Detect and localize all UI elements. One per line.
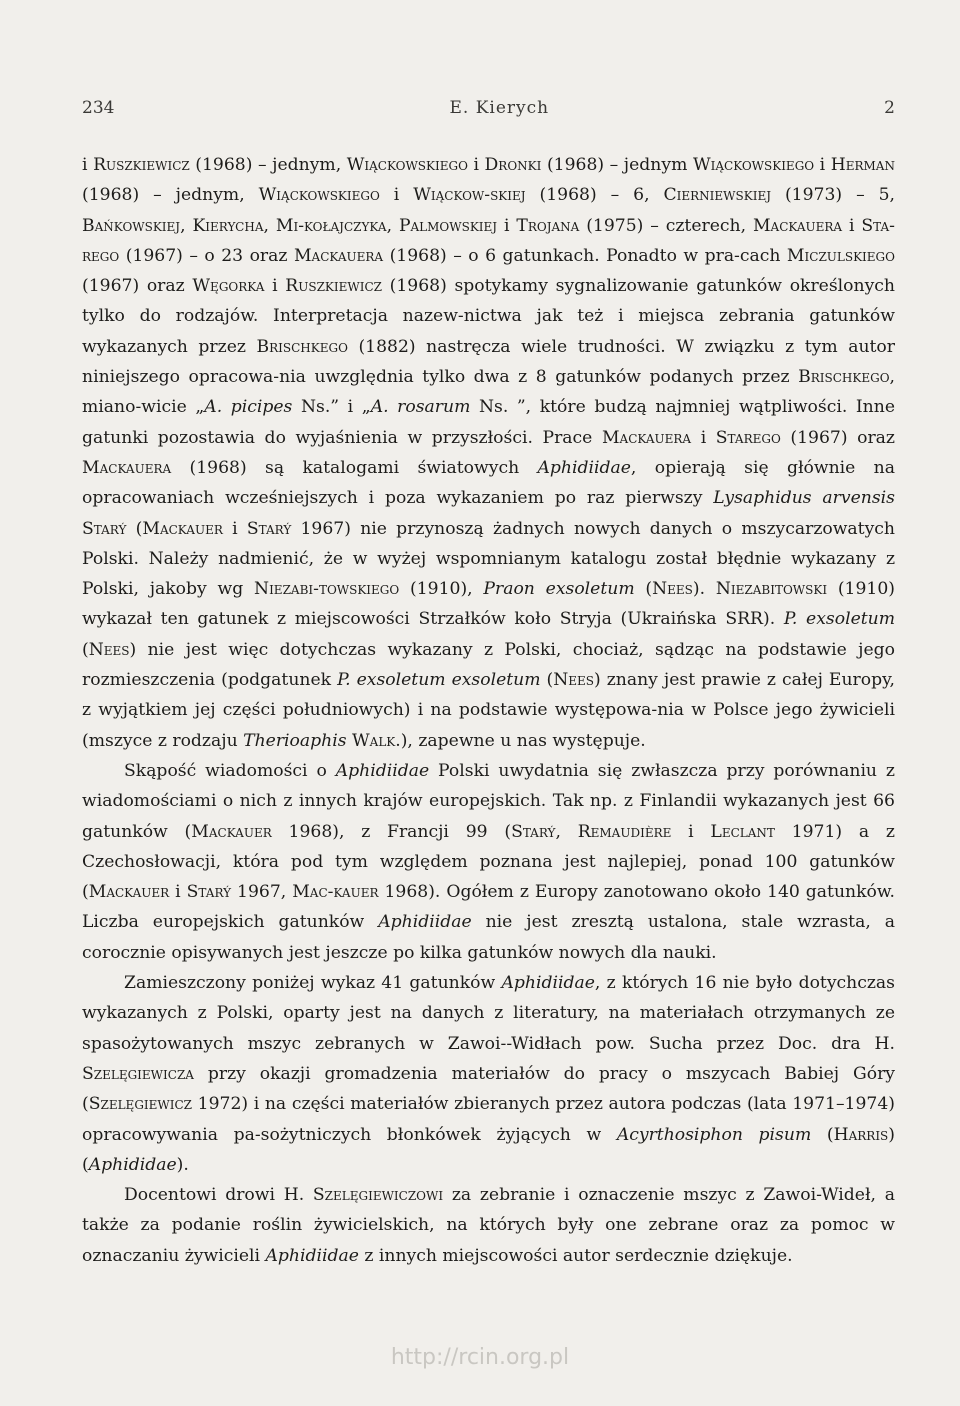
text-run: (1882) nastręcza wiele trudności. W związku z tym autor niniejszego opracowa-nia uwzględnia tylko dwa z 8 gatunków podanych przez (82, 336, 895, 388)
taxon-name: A. picipes (204, 397, 293, 418)
text-run: (1968) spotykamy sygnalizowanie gatunków określonych tylko do rodzajów. Interpretacja nazew-nictwa jak też i miejsca zebrania gatunków wykazanych przez (82, 276, 895, 357)
text-run: ( (811, 1124, 834, 1145)
source-watermark: http://rcin.org.pl (390, 1345, 570, 1370)
cited-author: Szelęgiewicza (82, 1063, 194, 1084)
text-run: (1967) oraz (780, 427, 895, 448)
text-run: 1968), z Francji 99 ( (271, 821, 512, 842)
text-run: (1975) – czterech, (579, 215, 753, 236)
text-run: , opierają się głównie na opracowaniach wcześniejszych i poza wykazaniem po raz pierwszy (82, 457, 896, 509)
text-run: za zebranie i oznaczenie mszyc z Zawoi-Wideł, a także za podanie roślin żywicielskich, na których były one zebrane oraz za pomoc w oznaczaniu żywicieli (82, 1185, 895, 1266)
cited-author: Wiąckow-skiej (413, 185, 526, 206)
running-title-author: E. Kierych (449, 98, 550, 118)
text-run: ). (692, 579, 716, 600)
cited-author: Mackauer (191, 821, 272, 842)
taxon-name: Aphidiidae (501, 973, 595, 994)
text-run: , z których 16 nie było dotychczas wykazanych z Polski, oparty jest na danych z literatury, na materiałach otrzymanych ze spasożytowanych mszyc zebranych w Zawoi--Widłach pow. Sucha przez Doc. dra H. (82, 973, 895, 1054)
cited-author: Cierniewskiej (663, 185, 772, 206)
cited-author: Walk. (351, 730, 401, 751)
text-run: i (222, 518, 247, 539)
cited-author: Dronki (484, 155, 542, 175)
text-run: Zamieszczony poniżej wykaz 41 gatunków (124, 973, 502, 994)
text-run: i (691, 427, 716, 448)
cited-author: Bańkowskiej (82, 215, 181, 236)
cited-author: Szelęgiewiczowi (312, 1185, 444, 1206)
cited-author: Mackauera (293, 245, 384, 266)
text-run: Docentowi drowi H. (124, 1185, 313, 1206)
text-run: (1910) wykazał ten gatunek z miejscowości Strzałków koło Stryja (Ukraińska SRR). (82, 579, 895, 630)
cited-author: Brischkego (798, 367, 890, 388)
cited-author: Trojana (516, 215, 580, 236)
cited-author: Leclant (710, 821, 775, 842)
text-run: ( (634, 579, 653, 600)
text-run: nie jest zresztą ustalona, stale wzrasta, a corocznie opisywanych jest jeszcze po kilka gatunków nowych dla nauki. (82, 912, 895, 963)
text-run: (1968) – 6, (525, 185, 664, 206)
text-run: (1973) – 5, (771, 185, 895, 206)
text-run: i (379, 185, 414, 206)
cited-author: Starý (186, 882, 232, 903)
cited-author: Nees (553, 670, 595, 691)
cited-author: Wiąckowskiego (692, 155, 815, 175)
cited-author: Niezabitowski (715, 579, 828, 600)
issue-number: 2 (884, 98, 895, 118)
text-run: , (263, 215, 276, 236)
text-run: (1967) – o 23 oraz (119, 245, 294, 266)
text-run: , (555, 821, 578, 842)
text-run: ( (540, 670, 554, 691)
page-number: 234 (82, 98, 115, 118)
taxon-name: Praon exsoletum (483, 579, 635, 600)
cited-author: Brischkego (256, 336, 348, 357)
cited-author: Starý (82, 518, 127, 539)
text-run: 1967, (231, 882, 293, 903)
cited-author: Miczulskiego (786, 245, 895, 266)
cited-author: Ruszkiewicz (285, 276, 382, 297)
cited-author: Niezabi-towskiego (254, 579, 400, 600)
running-header (82, 98, 895, 118)
cited-author: Sta-rego (82, 215, 895, 266)
cited-author: Harris (833, 1124, 889, 1145)
text-run: i (842, 215, 862, 236)
text-run: (1968) – jednym, (189, 155, 347, 175)
taxon-name: A. rosarum (370, 397, 471, 418)
cited-author: Starý (246, 518, 292, 539)
taxon-name: Aphidiidae (265, 1245, 359, 1266)
cited-author: Ruszkiewicz (93, 155, 190, 175)
cited-author: Kierycha (192, 215, 264, 236)
text-run: 1972) i na części materiałów zbieranych przez autora podczas (lata 1971–1974) opracowywania pa-sożytniczych błonkówek żyjących w (82, 1094, 895, 1145)
cited-author: Wiąckowskiego (258, 185, 380, 206)
cited-author: Mac-kauer (292, 882, 379, 903)
text-run: i (169, 882, 187, 903)
body-text (82, 150, 895, 1271)
cited-author: Mackauer (142, 518, 223, 539)
text-run: z innych miejscowości autor serdecznie dziękuje. (358, 1245, 793, 1266)
text-run: 1971) a z Czechosłowacji, która pod tym względem poznana jest najlepiej, ponad 100 gatunków ( (82, 821, 895, 903)
cited-author: Mackauera (752, 215, 843, 236)
taxon-name: P. exsoletum (783, 609, 896, 630)
text-run: ( (82, 639, 89, 660)
text-run: (1968) – jednym (541, 155, 693, 175)
text-run: , (386, 215, 399, 236)
cited-author: Palmowskiej (398, 215, 498, 236)
text-run: (1910), (399, 579, 484, 600)
paragraph (82, 150, 895, 756)
text-run: (1968) są katalogami światowych (171, 457, 538, 478)
taxon-name: Therioaphis (243, 730, 347, 751)
text-run: (1968) – o 6 gatunkach. Ponadto w pra-cach (383, 245, 787, 266)
cited-author: Nees (88, 639, 130, 660)
taxon-name: Aphidiidae (537, 457, 631, 478)
text-run: , miano-wicie „ (82, 367, 895, 418)
text-run: Polski uwydatnia się zwłaszcza przy porównaniu z wiadomościami o nich z innych krajów europejskich. Tak np. z Finlandii wykazanych jest 66 gatunków ( (82, 760, 895, 842)
cited-author: Mackauer (88, 882, 170, 903)
text-run: i (814, 155, 831, 175)
paragraph (82, 756, 895, 968)
text-run: , (180, 215, 193, 236)
taxon-name: Aphidiidae (378, 912, 472, 933)
text-run: ) znany jest prawie z całej Europy, z wyjątkiem jej części południowych) i na podstawie występowa-nia w Polsce jego żywicieli (mszyce z rodzaju (82, 670, 895, 751)
text-run: ) nie jest więc dotychczas wykazany z Polski, chociaż, sądząc na podstawie jego rozmieszczenia (podgatunek (82, 639, 895, 691)
taxon-name: Lysaphidus arvensis (713, 488, 895, 509)
text-run: Skąpość wiadomości o (124, 760, 336, 781)
text-run: ( (126, 518, 143, 539)
paragraph (82, 1180, 895, 1271)
text-run: ) ( (82, 1124, 895, 1175)
text-run: ), zapewne u nas występuje. (400, 730, 646, 751)
paragraph (82, 968, 895, 1180)
cited-author: Herman (830, 155, 895, 175)
text-run: i (82, 155, 94, 175)
taxon-name: P. exsoletum exsoletum (337, 670, 541, 691)
text-run: i (671, 821, 711, 842)
text-run: i (264, 276, 286, 297)
text-run: 1968). Ogółem z Europy zanotowano około 140 gatunków. Liczba europejskich gatunków (82, 882, 895, 933)
text-run: Ns. ”, które budzą najmniej wątpliwości. Inne gatunki pozostawia do wyjaśnienia w przyszłości. Prace (82, 397, 895, 448)
cited-author: Mackauera (601, 427, 692, 448)
taxon-name: Aphididae (88, 1154, 177, 1175)
cited-author: Węgorka (192, 276, 265, 297)
cited-author: Mi-kołajczyka (275, 215, 387, 236)
cited-author: Mackauera (82, 457, 172, 478)
cited-author: Szelęgiewicz (88, 1094, 192, 1115)
text-run: ). (176, 1154, 189, 1175)
text-run: przy okazji gromadzenia materiałów do pracy o mszycach Babiej Góry ( (82, 1063, 895, 1115)
cited-author: Starý (511, 821, 556, 842)
text-run: Ns.” i „ (292, 397, 371, 418)
cited-author: Remaudière (577, 821, 672, 842)
cited-author: Nees (652, 579, 693, 600)
taxon-name: Aphidiidae (335, 760, 430, 781)
cited-author: Wiąckowskiego (346, 155, 468, 175)
cited-author: Starego (715, 427, 781, 448)
text-run: i (467, 155, 485, 175)
text-run: (1968) – jednym, (82, 185, 259, 206)
text-run: (1967) oraz (82, 276, 193, 297)
taxon-name: Acyrthosiphon pisum (616, 1124, 812, 1145)
text-run: 1967) nie przynoszą żadnych nowych danych o mszycarzowatych Polski. Należy nadmienić, że w wyżej wspomnianym katalogu został błędnie wykazany z Polski, jakoby wg (82, 518, 895, 600)
text-run: i (497, 215, 517, 236)
